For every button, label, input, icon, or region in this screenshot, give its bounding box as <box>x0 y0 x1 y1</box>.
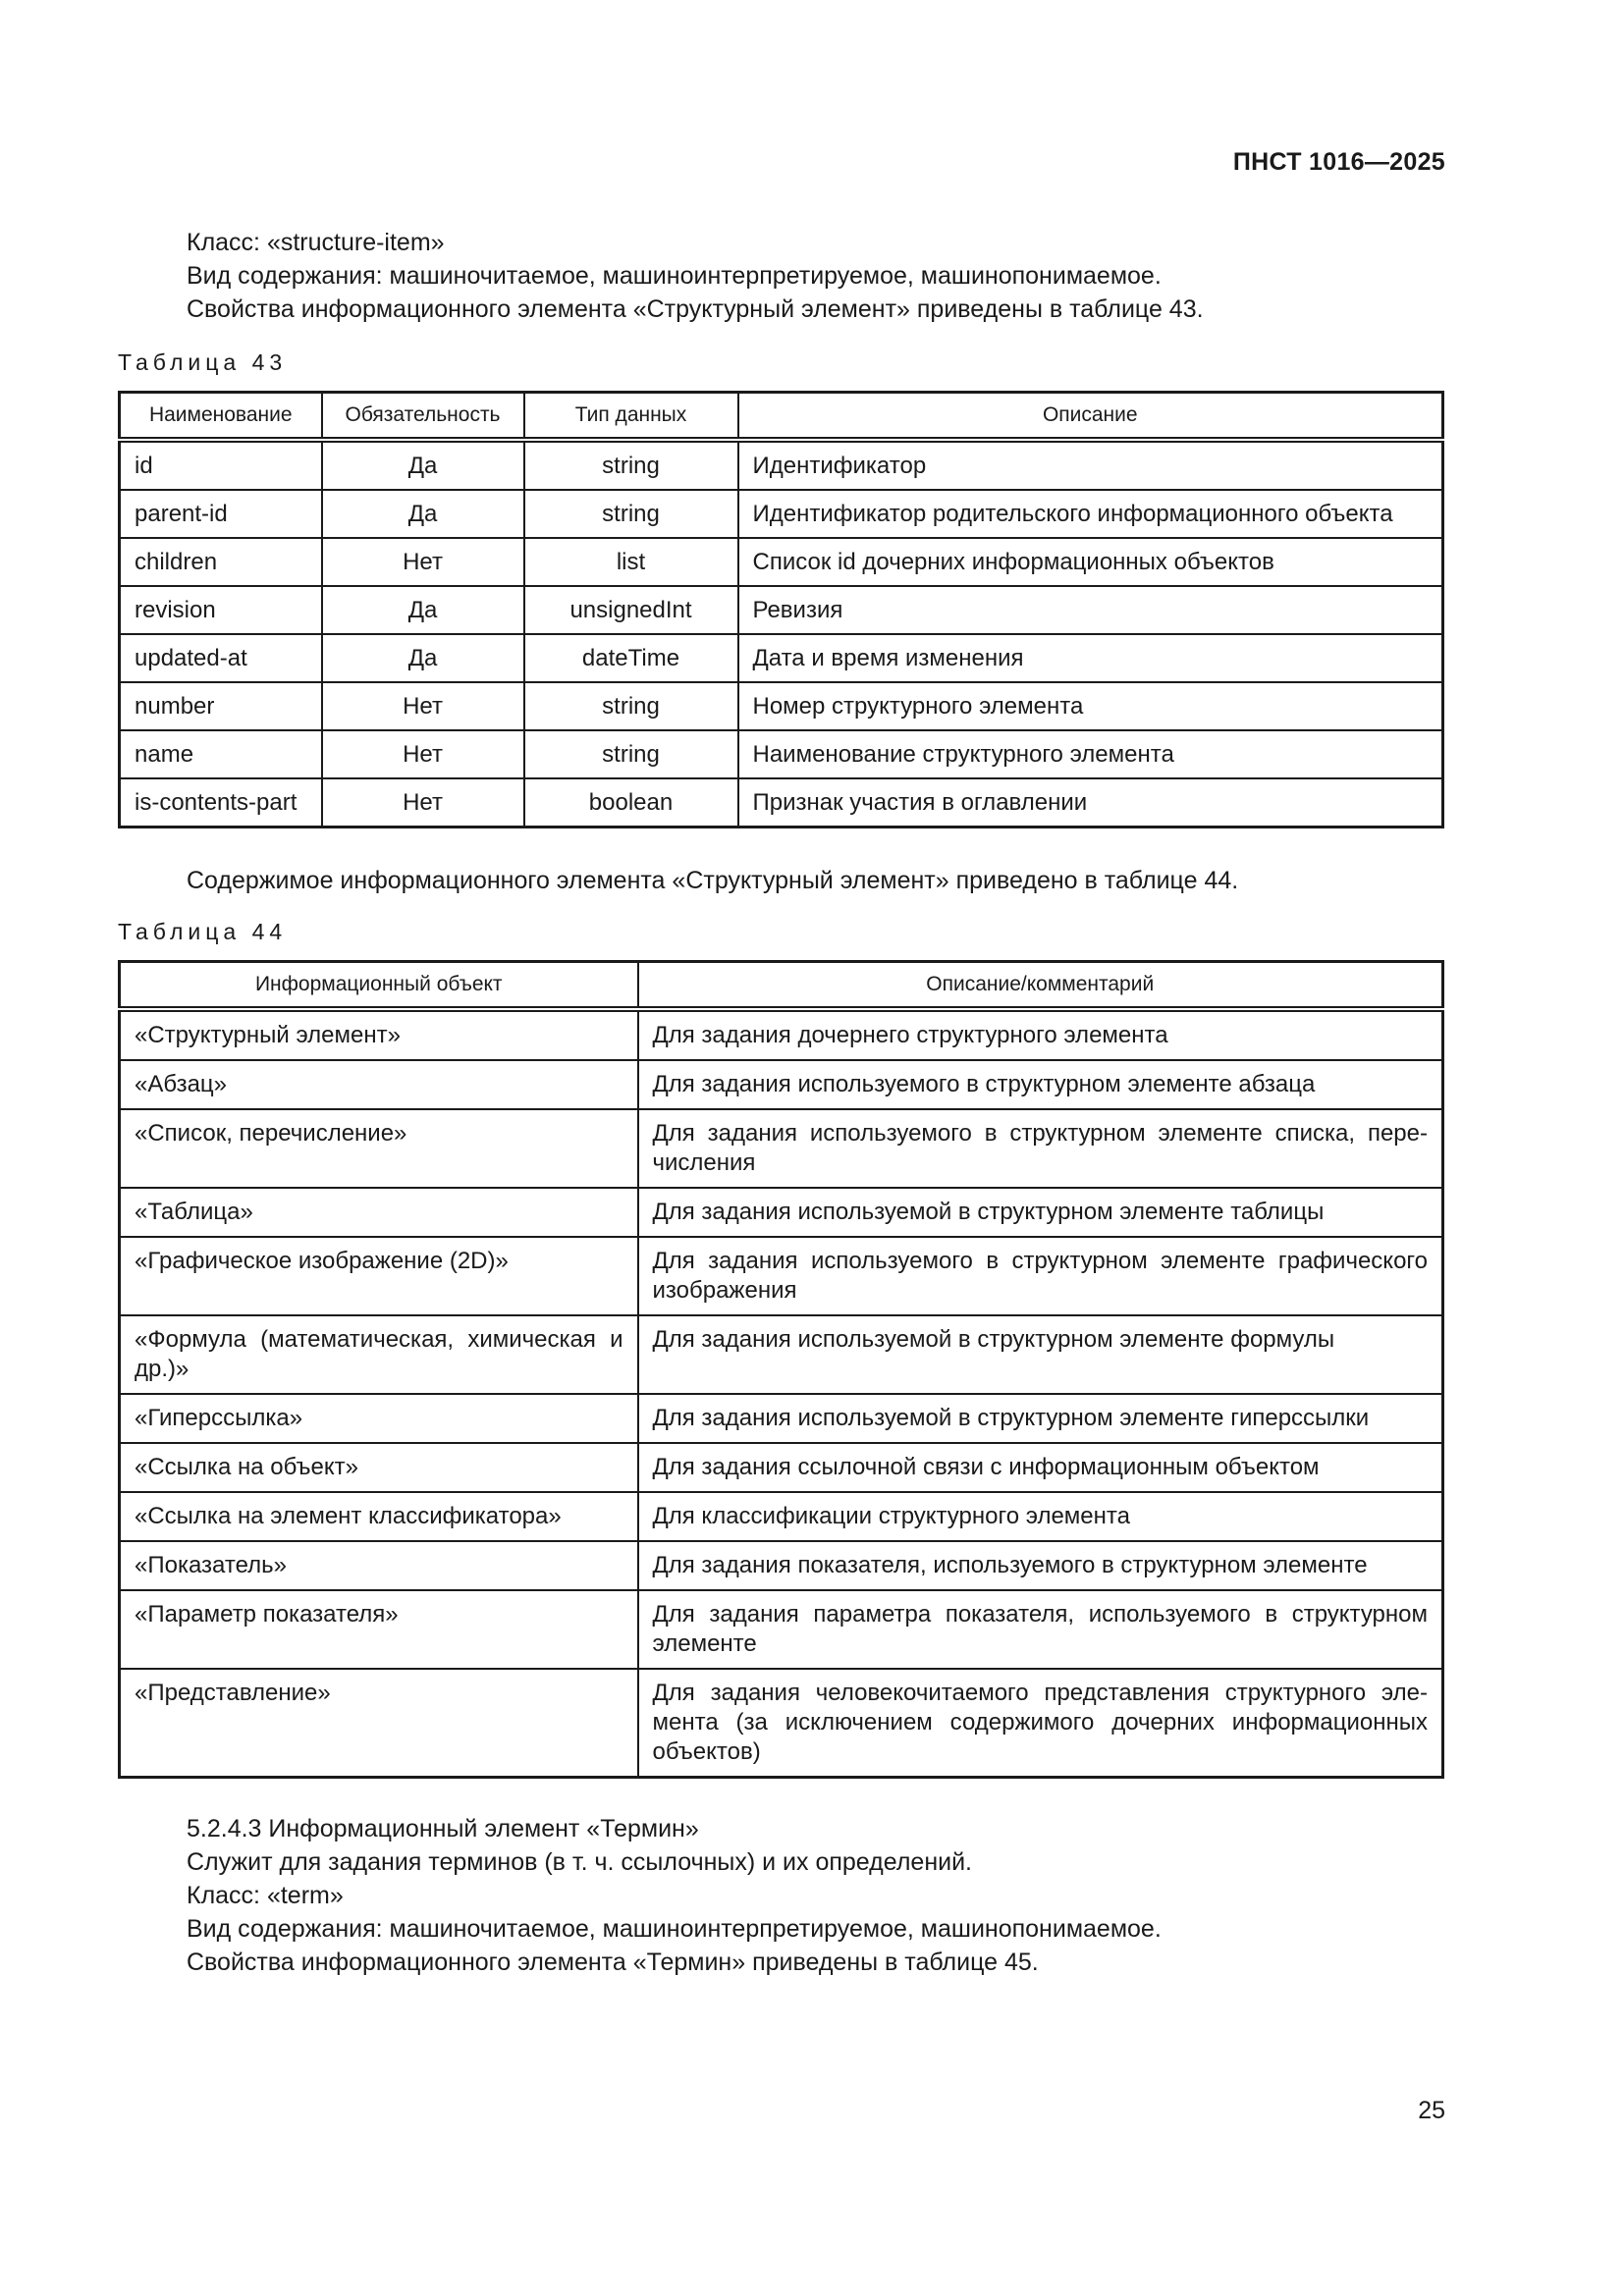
intro-properties-line: Свойства информационного элемента «Структурный элемент» приведены в таблице 43. <box>187 295 1204 323</box>
page-number: 25 <box>1418 2097 1445 2124</box>
cell-required: Да <box>322 586 524 634</box>
table-row <box>120 1237 1443 1315</box>
table-row <box>120 586 1443 634</box>
table-row <box>120 1188 1443 1237</box>
table-44-header-object: Информационный объект <box>120 962 638 1010</box>
cell-description: Для задания используемого в структурном элементе абзаца <box>638 1060 1443 1109</box>
cell-required: Нет <box>322 778 524 828</box>
cell-required: Нет <box>322 538 524 586</box>
table-43-caption: Таблица 43 <box>118 349 288 375</box>
table-row <box>120 1315 1443 1394</box>
table-row <box>120 1590 1443 1669</box>
cell-description: Ревизия <box>738 586 1443 634</box>
cell-description: Для классификации структурного элемента <box>638 1492 1443 1541</box>
intro-class-line: Класс: «structure-item» <box>187 229 445 256</box>
table-row <box>120 1541 1443 1590</box>
section-properties-line: Свойства информационного элемента «Термин» приведены в таблице 45. <box>187 1949 1039 1976</box>
table-44-header-description: Описание/комментарий <box>638 962 1443 1010</box>
table-row <box>120 440 1443 490</box>
cell-type: string <box>524 730 738 778</box>
cell-name: revision <box>120 586 322 634</box>
cell-object: «Ссылка на элемент классификатора» <box>120 1492 638 1541</box>
cell-description: Для задания показателя, используемого в структурном элементе <box>638 1541 1443 1590</box>
intro-content-type-line: Вид содержания: машиночитаемое, машиноинтерпретируемое, машинопонимаемое. <box>187 262 1162 290</box>
cell-name: parent-id <box>120 490 322 538</box>
cell-object: «Формула (математическая, химическая и др.)» <box>120 1315 638 1394</box>
cell-description: Идентификатор <box>738 440 1443 490</box>
cell-description: Для задания ссылочной связи с информационным объектом <box>638 1443 1443 1492</box>
cell-required: Да <box>322 490 524 538</box>
table-row <box>120 1394 1443 1443</box>
table-43-header-name: Наименование <box>120 393 322 441</box>
cell-required: Нет <box>322 730 524 778</box>
cell-description: Номер структурного элемента <box>738 682 1443 730</box>
cell-object: «Представление» <box>120 1669 638 1778</box>
cell-type: dateTime <box>524 634 738 682</box>
table-44-caption: Таблица 44 <box>118 919 288 944</box>
table-row <box>120 778 1443 828</box>
cell-type: string <box>524 440 738 490</box>
cell-object: «Показатель» <box>120 1541 638 1590</box>
cell-name: is-contents-part <box>120 778 322 828</box>
section-heading: 5.2.4.3 Информационный элемент «Термин» <box>187 1815 699 1842</box>
cell-name: number <box>120 682 322 730</box>
cell-required: Да <box>322 440 524 490</box>
section-content-type-line: Вид содержания: машиночитаемое, машиноинтерпретируемое, машинопонимаемое. <box>187 1915 1162 1943</box>
cell-type: boolean <box>524 778 738 828</box>
cell-description: Для задания параметра показателя, используемого в структурном элементе <box>638 1590 1443 1669</box>
cell-type: list <box>524 538 738 586</box>
cell-object: «Структурный элемент» <box>120 1009 638 1060</box>
cell-type: string <box>524 682 738 730</box>
table-row <box>120 1109 1443 1188</box>
cell-description: Для задания дочернего структурного элемента <box>638 1009 1443 1060</box>
table-44-intro-text: Содержимое информационного элемента «Структурный элемент» приведено в таблице 44. <box>187 867 1239 894</box>
cell-name: name <box>120 730 322 778</box>
cell-object: «Гиперссылка» <box>120 1394 638 1443</box>
cell-description: Для задания используемого в структурном элементе списка, пере-числения <box>638 1109 1443 1188</box>
table-43-header-type: Тип данных <box>524 393 738 441</box>
cell-name: id <box>120 440 322 490</box>
table-row <box>120 1669 1443 1778</box>
cell-description: Для задания используемого в структурном элементе графического изображения <box>638 1237 1443 1315</box>
cell-type: unsignedInt <box>524 586 738 634</box>
table-44-header-row <box>120 962 1443 1010</box>
cell-description: Для задания используемой в структурном элементе гиперссылки <box>638 1394 1443 1443</box>
cell-description: Список id дочерних информационных объектов <box>738 538 1443 586</box>
cell-name: children <box>120 538 322 586</box>
table-row <box>120 1009 1443 1060</box>
cell-object: «Список, перечисление» <box>120 1109 638 1188</box>
cell-object: «Ссылка на объект» <box>120 1443 638 1492</box>
document-code: ПНСТ 1016—2025 <box>1232 148 1445 176</box>
table-44 <box>118 960 1444 1779</box>
cell-object: «Графическое изображение (2D)» <box>120 1237 638 1315</box>
table-row <box>120 538 1443 586</box>
cell-description: Идентификатор родительского информационного объекта <box>738 490 1443 538</box>
cell-description: Признак участия в оглавлении <box>738 778 1443 828</box>
table-row <box>120 1492 1443 1541</box>
table-row <box>120 634 1443 682</box>
table-row <box>120 682 1443 730</box>
table-row <box>120 730 1443 778</box>
section-purpose-line: Служит для задания терминов (в т. ч. ссылочных) и их определений. <box>187 1848 972 1876</box>
cell-description: Для задания человекочитаемого представления структурного эле-мента (за исключением содержимого дочерних информационных объектов) <box>638 1669 1443 1778</box>
table-43-header-required: Обязательность <box>322 393 524 441</box>
cell-description: Наименование структурного элемента <box>738 730 1443 778</box>
table-43 <box>118 391 1444 828</box>
cell-object: «Таблица» <box>120 1188 638 1237</box>
cell-type: string <box>524 490 738 538</box>
cell-description: Дата и время изменения <box>738 634 1443 682</box>
cell-object: «Параметр показателя» <box>120 1590 638 1669</box>
table-row <box>120 1443 1443 1492</box>
cell-required: Нет <box>322 682 524 730</box>
cell-required: Да <box>322 634 524 682</box>
cell-object: «Абзац» <box>120 1060 638 1109</box>
table-row <box>120 490 1443 538</box>
table-row <box>120 1060 1443 1109</box>
cell-description: Для задания используемой в структурном элементе таблицы <box>638 1188 1443 1237</box>
table-43-header-row <box>120 393 1443 441</box>
cell-name: updated-at <box>120 634 322 682</box>
section-class-line: Класс: «term» <box>187 1882 344 1909</box>
cell-description: Для задания используемой в структурном элементе формулы <box>638 1315 1443 1394</box>
table-43-header-description: Описание <box>738 393 1443 441</box>
